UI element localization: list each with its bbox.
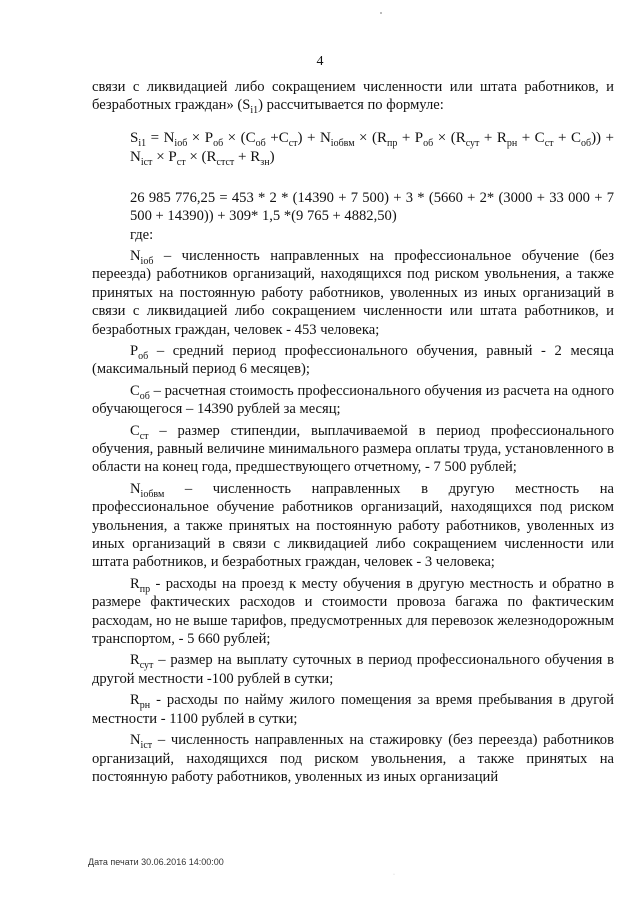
intro-text: связи с ликвидацией либо сокращением численности или штата работников, и безработных граждан» (S bbox=[92, 79, 614, 114]
definition-subscript: сут bbox=[139, 660, 154, 672]
definition-item bbox=[92, 480, 614, 572]
definition-text: – численность направленных на профессиональное обучение (без переезда) работников организаций, находящихся под риском увольнения, а также принятых на постоянную работу работников, уволенных из иных организаций в связи с ликвидацией либо сокращением численности или штата работников, и безработных граждан, человек - 453 человека; bbox=[92, 247, 614, 338]
definition-symbol: P bbox=[130, 342, 139, 359]
definition-item bbox=[92, 731, 614, 786]
definition-text: – расчетная стоимость профессионального обучения из расчета на одного обучающегося – 14390 рублей за месяц; bbox=[92, 382, 614, 418]
definition-item bbox=[92, 342, 614, 379]
definition-subscript: пр bbox=[139, 583, 151, 595]
definition-subscript: iобвм bbox=[140, 488, 165, 500]
definition-symbol: N bbox=[130, 480, 141, 497]
definition-text: – численность направленных на стажировку (без переезда) работников организаций, находящихся под риском увольнения, а также принятых на постоянную работу работников, уволенных из иных организаций bbox=[92, 732, 614, 785]
page-number: 4 bbox=[316, 54, 324, 69]
calculation: 26 985 776,25 = 453 * 2 * (14390 + 7 500) + 3 * (5660 + 2* (3000 + 33 000 + 7 500 + 14390)) + 309* 1,5 *(9 765 + 4882,50) bbox=[130, 189, 614, 225]
definition-item bbox=[92, 422, 614, 477]
intro-end-text: ) рассчитывается по формуле: bbox=[258, 97, 444, 114]
intro-subscript: i1 bbox=[250, 105, 259, 117]
definition-symbol: C bbox=[130, 422, 140, 439]
definition-symbol: N bbox=[130, 732, 141, 749]
print-date-footer: Дата печати 30.06.2016 14:00:00 bbox=[88, 857, 224, 867]
definition-symbol: N bbox=[130, 247, 141, 264]
intro-paragraph bbox=[92, 78, 614, 121]
document-body bbox=[92, 78, 614, 786]
definition-text: – численность направленных в другую местность на профессиональное обучение работников организаций, находящихся под риском увольнения, а также принятых на постоянную работу работников, уволенных из иных организаций в связи с ликвидацией либо сокращением численности или штата работников, и безработных граждан, человек - 3 человека; bbox=[92, 480, 614, 571]
scan-speck bbox=[380, 12, 382, 14]
definition-item bbox=[92, 247, 614, 339]
where-label: где: bbox=[130, 226, 154, 243]
definition-item bbox=[92, 575, 614, 649]
definition-item bbox=[92, 651, 614, 688]
definition-text: – средний период профессионального обучения, равный - 2 месяца (максимальный период 6 месяцев); bbox=[92, 342, 614, 378]
definition-text: - расходы по найму жилого помещения за время пребывания в другой местности - 1100 рублей в сутки; bbox=[92, 692, 614, 727]
formula: $S_{i1} = N_{iоб} \times P_{об} \times (C_{об} +C_{ст}) + N_{iобвм} \times (R_{пр} + P_{об} \times (R_{сут} + R_{рн} + C_{ст} + C_{об})) + N_{iст} \times P_{ст} \times (R_{стст} + R_{зн})$ bbox=[130, 129, 615, 168]
definition-subscript: iоб bbox=[140, 255, 154, 267]
definition-subscript: iст bbox=[140, 740, 153, 751]
definition-symbol: R bbox=[130, 652, 140, 669]
definition-symbol: R bbox=[130, 692, 140, 709]
definition-subscript: ст bbox=[139, 430, 149, 442]
definition-subscript: об bbox=[138, 350, 149, 362]
definition-symbol: C bbox=[130, 382, 140, 399]
definition-item bbox=[92, 691, 614, 728]
definition-text: – размер на выплату суточных в период профессионального обучения в другой местности -100 рублей в сутки; bbox=[92, 652, 614, 687]
definition-symbol: R bbox=[130, 575, 140, 592]
definition-text: - расходы на проезд к месту обучения в другую местность и обратно в размере фактических расходов и стоимости провоза багажа по фактическим расходам, но не выше тарифов, предусмотренных для перевозок железнодорожным транспортом, - 5 660 рублей; bbox=[92, 575, 614, 648]
definition-text: – размер стипендии, выплачиваемой в период профессионального обучения, равный величине минимального размера оплаты труда, установленного в области на конец года, предшествующего отчетному, - 7 500 рублей; bbox=[92, 422, 614, 476]
definition-subscript: рн bbox=[139, 700, 151, 712]
definition-subscript: об bbox=[139, 390, 150, 402]
definitions-list bbox=[92, 247, 614, 786]
scan-mark: · bbox=[393, 872, 395, 878]
definition-item bbox=[92, 382, 614, 419]
